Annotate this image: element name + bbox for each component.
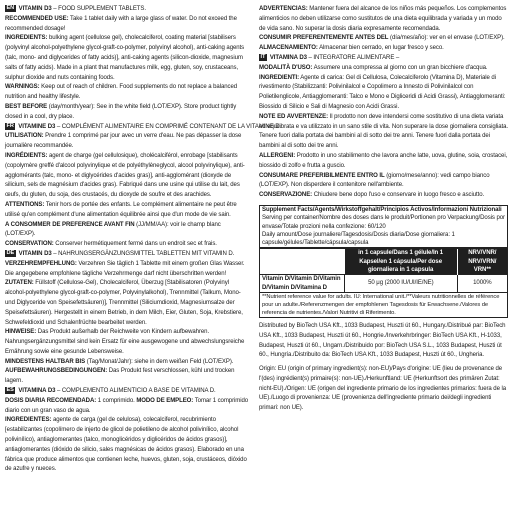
paragraph-text: Füllstoff (Cellulose-Gel), Cholecalciferol, Überzug [Stabilisatoren (Polyvinyl alcohol-polyethylene glycol-graft-co-polymer, Polyvinylalkohol), Trennmittel (Talkum, Mono- und Diglyceride von Speisefettsäuren)], Trennmittel (Siliciumdioxid, Magnesiumsalze der Speisefettsäuren). Hergestellt in einem Betrieb, in dem Milch, Eier, Gluten, Soja, Krebstiere, Schwefeldioxid und Schalenfrüchte bearbeitet werden. <box>5 280 243 326</box>
paragraph-text: Mantener fuera del alcance de los niños más pequeños. Los complementos alimenticios no deben utilizarse como sustitutos de una dieta equilibrada y variada y un modo de vida sano. No superar la dosis diaria expresamente recomendada. <box>259 6 507 32</box>
paragraph-label: ATTENTIONS: <box>5 201 45 208</box>
paragraph-label: VERZEHREMPFEHLUNG: <box>5 260 77 267</box>
paragraph-text: Chiudere bene dopo l'uso e conservare in luogo fresco e asciutto. <box>312 192 485 199</box>
paragraph-text: Assumere una compressa al giorno con un gran bicchiere d'acqua. <box>312 64 488 71</box>
paragraph-label: CONSERVATION: <box>5 241 54 248</box>
language-section <box>5 387 251 475</box>
table-row <box>260 275 507 292</box>
label-paragraph <box>259 5 508 34</box>
paragraph-text: Das Produkt außerhalb der Reichweite von Kindern aufbewahren. Nahrungsergänzungsmittel sind kein Ersatz für eine ausgewogene und abwechslungsreiche Ernährung sowie eine gesunde Lebensweise. <box>5 329 245 355</box>
label-paragraph <box>5 260 251 280</box>
section-heading <box>5 250 251 260</box>
paragraph-label: BEST BEFORE <box>5 103 48 110</box>
language-badge: EN <box>6 5 15 11</box>
paragraph-label: MODO DE EMPLEO: <box>136 397 194 404</box>
language-badge: ES <box>6 387 14 394</box>
table-header-row <box>260 249 507 275</box>
paragraph-text: Agente di carica: Gel di Cellulosa, Colecalciferolo (Vitamina D), Materiale di rivestimento (Stabilizzanti: Polivinilalcol e Copolimero a Innesto di Polivinilalcol con Polietilenglicole, Antiagglomeranti: Talco e Mono e Digliceridi di Acidi Grassi), Antiagglomeranti: Biossido di Silicio e Sali di Magnesio con Acidi Grassi. <box>259 74 506 110</box>
paragraph-label: WARNINGS: <box>5 84 40 91</box>
language-section <box>259 54 508 201</box>
paragraph-text: bulking agent (cellulose gel), cholecalciferol, coating material [stabilisers (polyvinyl alcohol-polyethylene glycol-graft-co-polymer, polyvinyl alcohol), anti-caking agents (talc, mono- and diglycerides of fatty acids)], anti-caking agents (silicon-dioxide, magnesium salts of fatty acids). Made in a plant that manufactures milk, egg, gluten, soy, crustaceans, sulphur dioxide and nuts containing foods. <box>5 35 245 81</box>
paragraph-label: CONSUMIR PREFERENTEMENTE ANTES DEL <box>259 35 389 42</box>
daily-amount: Daily amount/Dose journaliere/Tagesdosis/Dosis diaria/Dose giornaliera: 1 capsule/gélules/Tablette/cápsula/capsula <box>262 231 455 247</box>
paragraph-label: A CONSOMMER DE PREFERENCE AVANT FIN <box>5 221 135 228</box>
language-section <box>5 5 251 123</box>
paragraph-label: INGRÉDIENTS: <box>5 152 48 159</box>
section-heading <box>259 54 508 64</box>
label-paragraph <box>5 132 251 152</box>
nutrient-amount: 50 μg (2000 IU/UI/IE/NE) <box>345 275 458 292</box>
label-paragraph <box>259 44 508 54</box>
label-paragraph <box>5 15 251 35</box>
paragraph-label: INGREDIENTI: <box>259 74 300 81</box>
label-paragraph <box>5 83 251 103</box>
label-paragraph <box>5 416 251 475</box>
label-paragraph <box>259 74 508 113</box>
label-paragraph <box>5 103 251 123</box>
paragraph-label: MODALITÀ D'USO: <box>259 64 313 71</box>
paragraph-text: Verzehren Sie täglich 1 Tablette mit einem großen Glas Wasser. Die angegebene empfohlene tägliche Verzehrmenge darf nicht überschritten werden! <box>5 260 245 277</box>
header-blank-cell <box>260 249 345 275</box>
paragraph-label: UTILISATION: <box>5 133 44 140</box>
paragraph-label: INGREDIENTS: <box>5 35 48 42</box>
label-paragraph <box>5 367 251 387</box>
nrv-column-header: NRV/VNR/ NRV/VRN/ VRN** <box>457 249 507 275</box>
paragraph-text: agente de carga (gel de celulosa), colecalciferol, recubrimiento [estabilizantes (copolímero de injerto de glicol de polietileno de alcohol polivinílico, alcohol polivinílico), antiaglomerantes (talco, monoglicéridos y diglicéridos de ácidos grasos)], antiaglomerantes (dióxido de silicio, sales magnésicas de ácidos grasos). Elaborado en una fábrica que produce alimentos que contienen leche, huevos, gluten, soja, crustáceos, dióxido de azufre y nueces. <box>5 417 247 473</box>
supplement-facts-table <box>259 205 508 318</box>
right-sections <box>259 5 508 201</box>
paragraph-text: agent de charge (gel cellulosique), cholécalciférol, enrobage [stabilisants (copolymère greffé d'alcool polyvinylique et de polyéthylèneglycol, alcool polyvinylique), anti-agglomérants (talc, mono- et diglycérides d'acides gras)], anti-agglomérant (dioxyde de silicium, sels de magnésium d'acides gras). Fabriqué dans une usine qui utilise du lait, des œufs, du gluten, du soja, des crustacés, du dioxyde de soufre et des arachides. <box>5 152 245 199</box>
paragraph-label: RECOMMENDED USE: <box>5 15 69 22</box>
paragraph-text: Tenir hors de portée des enfants. Le complément alimentaire ne peut être utilisé qu'en complément d'une alimentation équilibrée ainsi que d'un mode de vie sain. <box>5 201 237 218</box>
paragraph-text: Take 1 tablet daily with a large glass of water. Do not exceed the recommended dosage! <box>5 15 237 32</box>
paragraph-text: Prendre 1 comprimé par jour avec un verre d'eau. Ne pas dépasser la dose journalière recommandée. <box>5 133 242 150</box>
product-title: VITAMINA D3 <box>18 388 56 395</box>
language-badge: DE <box>6 249 15 256</box>
paragraph-text: Keep out of reach of children. Food supplements do not replace a balanced nutrition and healthy lifestyle. <box>5 84 238 101</box>
paragraph-label: MINDESTENS HALTBAR BIS <box>5 358 86 365</box>
language-badge: IT <box>260 53 266 60</box>
paragraph-label: NOTE ED AVVERTENZE: <box>259 113 329 120</box>
product-subtitle: – NAHRUNGSERGÄNZUNGSMITTEL TABLETTEN MIT VITAMIN D. <box>51 250 235 257</box>
paragraph-text: Almacenar bien cerrado, en lugar fresco y seco. <box>317 45 444 52</box>
label-paragraph <box>5 328 251 357</box>
product-subtitle: – INTEGRATORE ALIMENTARE – <box>306 54 400 61</box>
paragraph-label: ALLERGENI: <box>259 152 296 159</box>
paragraph-text: Il prodotto non deve intendersi come sostitutivo di una dieta variata ed equilibrata e va utilizzato in un sano stile di vita. Non superare la dose giornaliera consigliata. Tenere fuori dalla portata dei bambini al di sotto dei tre anni. Tenere fuori dalla portata dei bambini al di sotto dei tre anni. <box>259 113 508 150</box>
label-paragraph <box>259 172 508 192</box>
language-section <box>5 250 251 387</box>
paragraph-label: ZUTATEN: <box>5 280 34 287</box>
product-title: VITAMINA D3 <box>269 54 307 61</box>
servings-per-container: Serving per container/Nombre des doses dans le produit/Portionen pro Verpackung/Dosis por envase/Totale prozioni nella confezione: 60/120 <box>262 215 505 230</box>
distributor-text: Distributed by BioTech USA Kft., 1033 Budapest, Huszti út 60., Hungary./Distribué par: BioTech USA Kft., 1033 Budapest, Huszti út 60., Hongrie./Inverkehrbringer: BioTech USA Kft., H-1033, Budapest, Huszti út 60., Ungarn./Distribuido por: BioTech USA S.L., 1033 Budapest, Huszti út 60., Hungría./Distribuito da: BioTech USA Kft., 1033 Budapest, Huszti út 60., Ungheria. <box>259 322 506 359</box>
paragraph-label: INGREDIENTES: <box>5 417 52 424</box>
paragraph-label: CONSERVAZIONE: <box>259 192 313 199</box>
product-title: VITAMINE D3 <box>18 123 56 130</box>
label-paragraph <box>5 152 251 201</box>
paragraph-label: ADVERTENCIAS: <box>259 6 308 12</box>
label-paragraph <box>259 152 508 172</box>
paragraph-text: 1 comprimido. <box>96 397 137 404</box>
supplement-facts-title: Supplement Facts/Agents/Wirkstoffgehalt/Principios Activos/Informazioni Nutrizionali <box>262 206 502 213</box>
paragraph-text: (JJ/MM/AA): voir le champ blanc (LOT/EXP). <box>5 221 221 238</box>
label-paragraph <box>5 358 251 368</box>
product-subtitle: – COMPLÉMENT ALIMENTAIRE EN COMPRIMÉ CONTENANT DE LA VITAMINE D. <box>55 123 282 130</box>
label-paragraph <box>5 240 251 250</box>
label-paragraph <box>5 34 251 83</box>
product-title: VITAMIN D3 <box>18 6 52 12</box>
paragraph-text: (día/mes/año): ver en el envase (LOT/EXP). <box>388 35 505 42</box>
paragraph-text: Das Produkt fest verschlossen, kühl und trocken lagern. <box>5 368 235 385</box>
label-paragraph <box>5 221 251 241</box>
language-badge: FR <box>6 122 14 129</box>
paragraph-label: CONSUMARE PREFERIBILMENTE ENTRO IL <box>259 172 385 179</box>
label-paragraph <box>259 113 508 152</box>
label-paragraph <box>259 191 508 201</box>
label-paragraph <box>259 64 508 74</box>
paragraph-label: HINWEISE: <box>5 329 37 336</box>
supplement-facts-header <box>260 206 507 248</box>
supplement-facts-footnote: **Nutrient reference value for adults. IU: International unit./**Valeurs nutritionnelles de référence pour un adulte./Referenzmengen der empfohlenen Tagesdosis für Erwachsene./Valores de referencia de nutrientes./Valori Nutritivi di Riferimento. <box>260 292 507 317</box>
product-subtitle: – COMPLEMENTO ALIMENTICIO A BASE DE VITAMINA D. <box>55 388 216 395</box>
paragraph-label: DOSIS DIARIA RECOMENDADA: <box>5 397 97 404</box>
right-column <box>259 5 508 414</box>
paragraph-text: Conserver hermétiquement fermé dans un endroit sec et frais. <box>53 241 217 248</box>
paragraph-text: (day/month/year): See in the white field (LOT/EXP). Store product tightly closed in a cool, dry place. <box>5 103 237 120</box>
label-paragraph <box>5 279 251 328</box>
product-subtitle: – FOOD SUPPLEMENT TABLETS. <box>51 6 146 12</box>
paragraph-text: Tomar 1 comprimido diario con un gran vaso de agua. <box>5 397 249 414</box>
section-heading <box>5 5 251 15</box>
product-title: VITAMIN D3 <box>18 250 52 257</box>
paragraph-label: AUFBEWAHRUNGSBEDINGUNGEN: <box>5 368 108 375</box>
amount-column-header: in 1 capsule/Dans 1 gélule/In 1 Kapsel/en 1 cápsula/Per dose giornaliera in 1 capsula <box>345 249 458 275</box>
section-heading <box>5 122 282 133</box>
origin-text: Origin: EU (origin of primary ingredient(s): non-EU)/Pays d'origine: UE (lieu de provenance de l'(des) ingrédient(s) primaire(s): non-UE)./Herkunftland: UE (Herkunftsort des primären Zutat: nicht-EU)./Origen: UE (origen del ingrediente primario de los ingredientes primarios: fuera de la UE)./Luogo di provenienza: UE (provenienza dell'ingrediente primario dei/degli ingredienti primari: non UE). <box>259 366 507 412</box>
nutrient-table <box>260 248 507 291</box>
nutrient-nrv: 1000% <box>457 275 507 292</box>
language-section <box>259 5 508 54</box>
paragraph-text: (Tag/Monat/Jahr): siehe in dem weißen Feld (LOT/EXP). <box>85 358 234 365</box>
label-paragraph <box>259 34 508 44</box>
section-heading <box>5 387 251 397</box>
label-paragraph <box>5 397 251 417</box>
paragraph-text: Prodotto in uno stabilimento che lavora anche latte, uova, glutine, soia, crostacei, biossido di zolfo e frutta a guscio. <box>259 152 508 169</box>
paragraph-text: (giorno/mese/anno): vedi campo bianco (LOT/EXP). Non disperdere il contenitore nell'ambiente. <box>259 172 490 189</box>
nutrient-name: Vitamin D/Vitamin D/Vitamin D/Vitamin D/Vitamina D <box>260 275 345 292</box>
paragraph-label: ALMACENAMIENTO: <box>259 45 318 52</box>
label-paragraph <box>5 201 251 221</box>
